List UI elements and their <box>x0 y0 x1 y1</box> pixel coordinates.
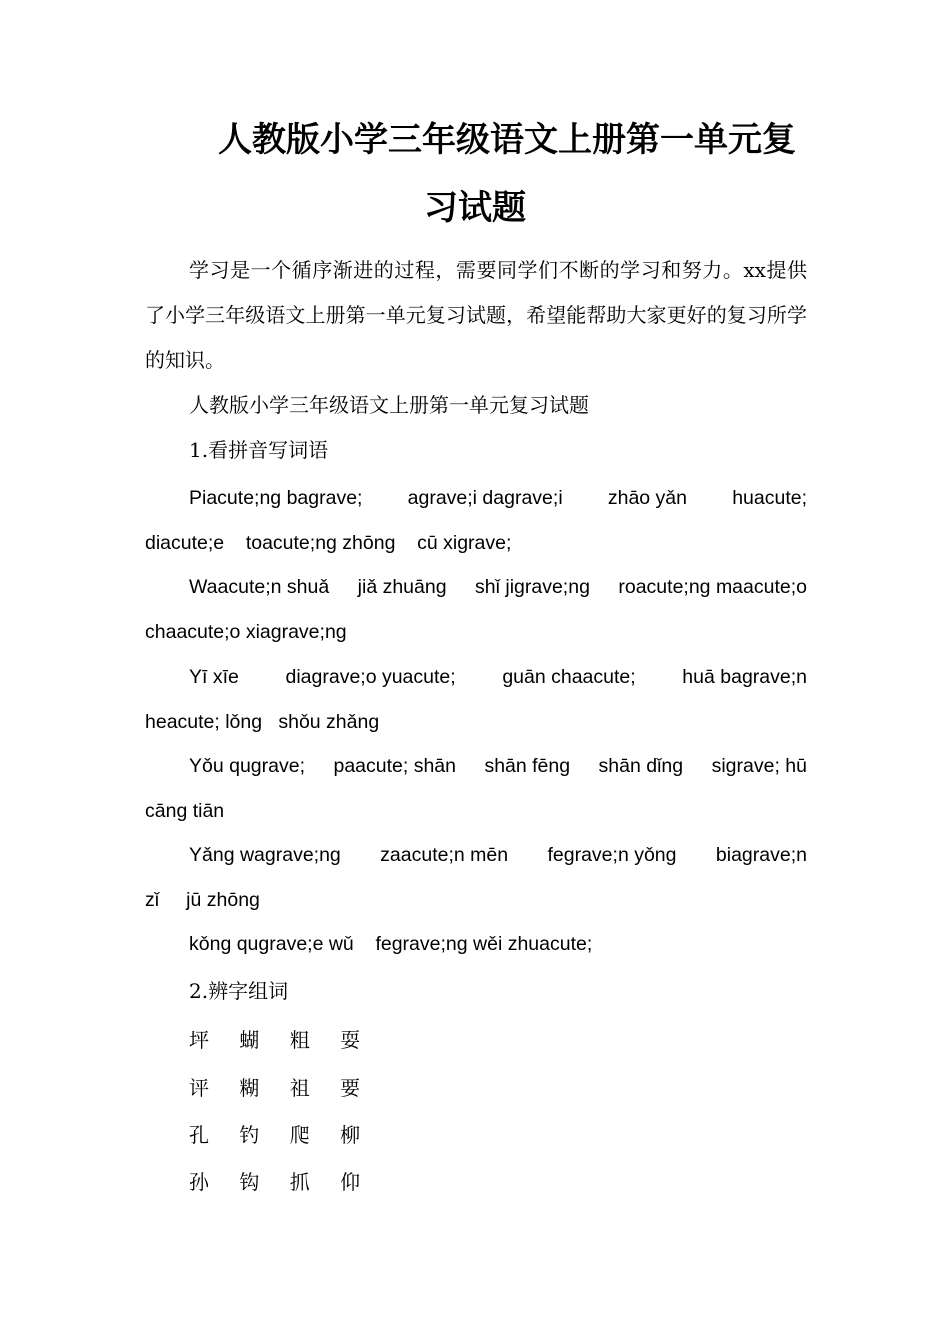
subtitle: 人教版小学三年级语文上册第一单元复习试题 <box>189 393 589 417</box>
pinyin-word: huacute; <box>732 487 807 509</box>
char-row: 评 糊 祖 要 <box>189 1076 373 1100</box>
pinyin-line: kǒng qugrave;e wǔ fegrave;ng wěi zhuacute; <box>189 933 593 955</box>
char-row: 孙 钩 抓 仰 <box>189 1170 373 1194</box>
pinyin-word: Piacute;ng bagrave; <box>189 487 363 509</box>
pinyin-word: guān chaacute; <box>502 666 636 688</box>
char-row: 孔 钓 爬 柳 <box>189 1123 373 1147</box>
intro-paragraph: 学习是一个循序渐进的过程，需要同学们不断的学习和努力。xx提供了小学三年级语文上册第一单元复习试题，希望能帮助大家更好的复习所学的知识。 <box>145 258 807 372</box>
pinyin-word: shǐ jigrave;ng <box>475 576 590 598</box>
pinyin-row <box>189 655 807 700</box>
pinyin-row <box>189 744 807 789</box>
pinyin-word: roacute;ng maacute;o <box>618 576 807 598</box>
document-title-line2: 习试题 <box>424 188 526 228</box>
pinyin-word: paacute; shān <box>333 755 456 777</box>
pinyin-word: shān fēng <box>484 755 571 777</box>
pinyin-row <box>189 833 807 878</box>
pinyin-word: zhāo yǎn <box>607 487 687 509</box>
pinyin-word: fegrave;n yǒng <box>547 844 677 866</box>
char-row: 坪 蝴 粗 耍 <box>189 1028 373 1052</box>
pinyin-word: diagrave;o yuacute; <box>285 666 456 688</box>
pinyin-word: Waacute;n shuǎ <box>189 576 330 598</box>
pinyin-continuation: heacute; lǒng shǒu zhǎng <box>145 711 380 733</box>
pinyin-word: shān dǐng <box>598 755 684 777</box>
pinyin-continuation: diacute;e toacute;ng zhōng cū xigrave; <box>145 532 512 554</box>
pinyin-word: Yǎng wagrave;ng <box>189 844 341 866</box>
pinyin-continuation: zǐ jū zhōng <box>145 889 260 911</box>
pinyin-word: huā bagrave;n <box>682 666 807 688</box>
pinyin-row <box>189 476 807 521</box>
pinyin-word: Yī xīe <box>189 666 239 688</box>
pinyin-word: zaacute;n mēn <box>380 844 509 866</box>
pinyin-continuation: chaacute;o xiagrave;ng <box>145 621 347 643</box>
pinyin-word: biagrave;n <box>715 844 807 866</box>
pinyin-continuation: cāng tiān <box>145 800 225 822</box>
pinyin-word: Yǒu qugrave; <box>189 755 306 777</box>
pinyin-word: jiǎ zhuāng <box>357 576 447 598</box>
pinyin-row <box>189 565 807 610</box>
section2-heading: 2.辨字组词 <box>189 979 289 1003</box>
pinyin-word: sigrave; hū <box>711 755 807 777</box>
section1-heading: 1.看拼音写词语 <box>189 438 329 462</box>
pinyin-word: agrave;i dagrave;i <box>407 487 563 509</box>
document-title-line1: 人教版小学三年级语文上册第一单元复 <box>218 120 796 160</box>
